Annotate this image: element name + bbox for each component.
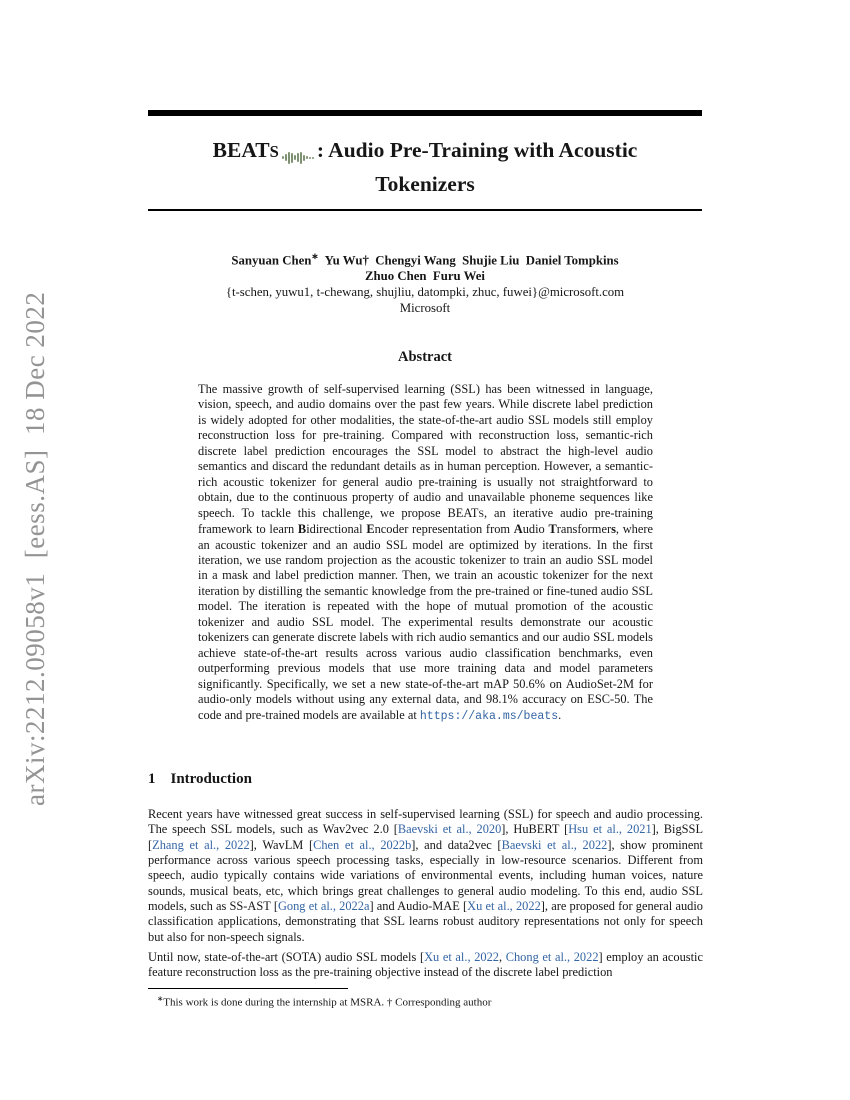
- intro-paragraph-1: Recent years have witnessed great success in self-supervised learning (SSL) for speech and audio processing. The speech SSL models, such as Wav2vec 2.0 [Baevski et al., 2020], HuBERT [Hsu et al., 2021], BigSSL [Zhang et al., 2022], WavLM [Chen et al., 2022b], and data2vec [Baevski et al., 2022], show prominent performance across various speech processing tasks, especially in low-resource scenarios. Different from speech, audio typically contains wide variations of environmental events, including human voices, nature sounds, musical beats, etc, which brings great challenges to general audio modeling. To this end, audio SSL models, such as SS-AST [Gong et al., 2022a] and Audio-MAE [Xu et al., 2022], are proposed for general audio classification applications, demonstrating that SSL learns robust auditory representations not only for speech but also for non-speech signals.: [148, 807, 704, 944]
- title-text-post: : Audio Pre-Training with Acoustic: [316, 138, 638, 162]
- abstract-text: The massive growth of self-supervised learning (SSL) has been witnessed in language, vision, speech, and audio domains over the past few years. While discrete label prediction is widely adopted for other modalities, the state-of-the-art audio SSL models still employ reconstruction loss for pre-training. Compared with reconstruction loss, semantic-rich discrete label prediction encourages the SSL model to abstract the high-level audio semantics and discard the redundant details as in human perception. However, a semantic-rich acoustic tokenizer for general audio pre-training is usually not straightforward to obtain, due to the continuous property of audio and unavailable phoneme sequences like speech. To tackle this challenge, we propose BEATS, an iterative audio pre-training framework to learn Bidirectional Encoder representation from Audio Transformers, where an acoustic tokenizer and an audio SSL model are optimized by iterations. In the first iteration, we use random projection as the acoustic tokenizer to train an audio SSL model in a mask and label prediction manner. Then, we train an acoustic tokenizer for the next iteration by distilling the semantic knowledge from the pre-trained or fine-tuned audio SSL model. The iteration is repeated with the hope of mutual promotion of the acoustic tokenizer and audio SSL model. The experimental results demonstrate our acoustic tokenizers can generate discrete labels with rich audio semantics and our audio SSL models achieve state-of-the-art results across various audio classification benchmarks, even outperforming previous models that use more training data and model parameters significantly. Specifically, we set a new state-of-the-art mAP 50.6% on AudioSet-2M for audio-only models without using any external data, and 98.1% accuracy on ESC-50. The code and pre-trained models are available at https://aka.ms/beats.: [198, 382, 653, 723]
- title-line-2: Tokenizers: [375, 172, 475, 196]
- url-link[interactable]: https://aka.ms/beats: [419, 709, 559, 723]
- section-number: 1: [148, 771, 156, 787]
- title-top-rule: [148, 110, 702, 116]
- citation-link[interactable]: Hsu et al., 2021: [568, 822, 652, 837]
- abstract-heading: Abstract: [398, 349, 452, 365]
- author-names-line2: Zhuo Chen Furu Wei: [365, 269, 485, 284]
- citation-link[interactable]: Gong et al., 2022a: [277, 899, 370, 914]
- citation-link[interactable]: Xu et al., 2022: [467, 899, 541, 914]
- title-line-1: [148, 134, 702, 168]
- audio-waveform-icon: [282, 150, 315, 166]
- citation-link[interactable]: Zhang et al., 2022: [152, 837, 250, 852]
- arxiv-banner: arXiv:2212.09058v1 [eess.AS] 18 Dec 2022: [20, 291, 50, 806]
- title-bottom-rule: [148, 209, 702, 211]
- citation-link[interactable]: Baevski et al., 2022: [501, 837, 608, 852]
- title-text-pre: BEAT: [212, 138, 270, 162]
- author-emails: {t-schen, yuwu1, t-chewang, shujliu, datompki, zhuc, fuwei}@microsoft.com: [225, 285, 625, 300]
- author-block: [148, 248, 702, 316]
- intro-paragraph-2: Until now, state-of-the-art (SOTA) audio SSL models [Xu et al., 2022, Chong et al., 2022] employ an acoustic feature reconstruction loss as the pre-training objective instead of the discrete label prediction: [148, 950, 703, 980]
- citation-link[interactable]: Baevski et al., 2020: [397, 822, 502, 837]
- affiliation: Microsoft: [399, 301, 451, 316]
- citation-link[interactable]: Chong et al., 2022: [505, 950, 599, 964]
- title-smallcap-s: S: [269, 142, 279, 161]
- citation-link[interactable]: Chen et al., 2022b: [313, 837, 412, 852]
- citation-link[interactable]: Xu et al., 2022: [424, 950, 499, 964]
- paper-title: [148, 134, 702, 201]
- section-title: Introduction: [170, 771, 252, 787]
- footnote-text: ∗This work is done during the internship at MSRA. † Corresponding author: [157, 994, 492, 1009]
- section-heading-introduction: [148, 771, 702, 788]
- footnote-rule: [148, 988, 348, 989]
- author-names-line1: Sanyuan Chen∗ Yu Wu† Chengyi Wang Shujie Liu Daniel Tompkins: [231, 251, 619, 268]
